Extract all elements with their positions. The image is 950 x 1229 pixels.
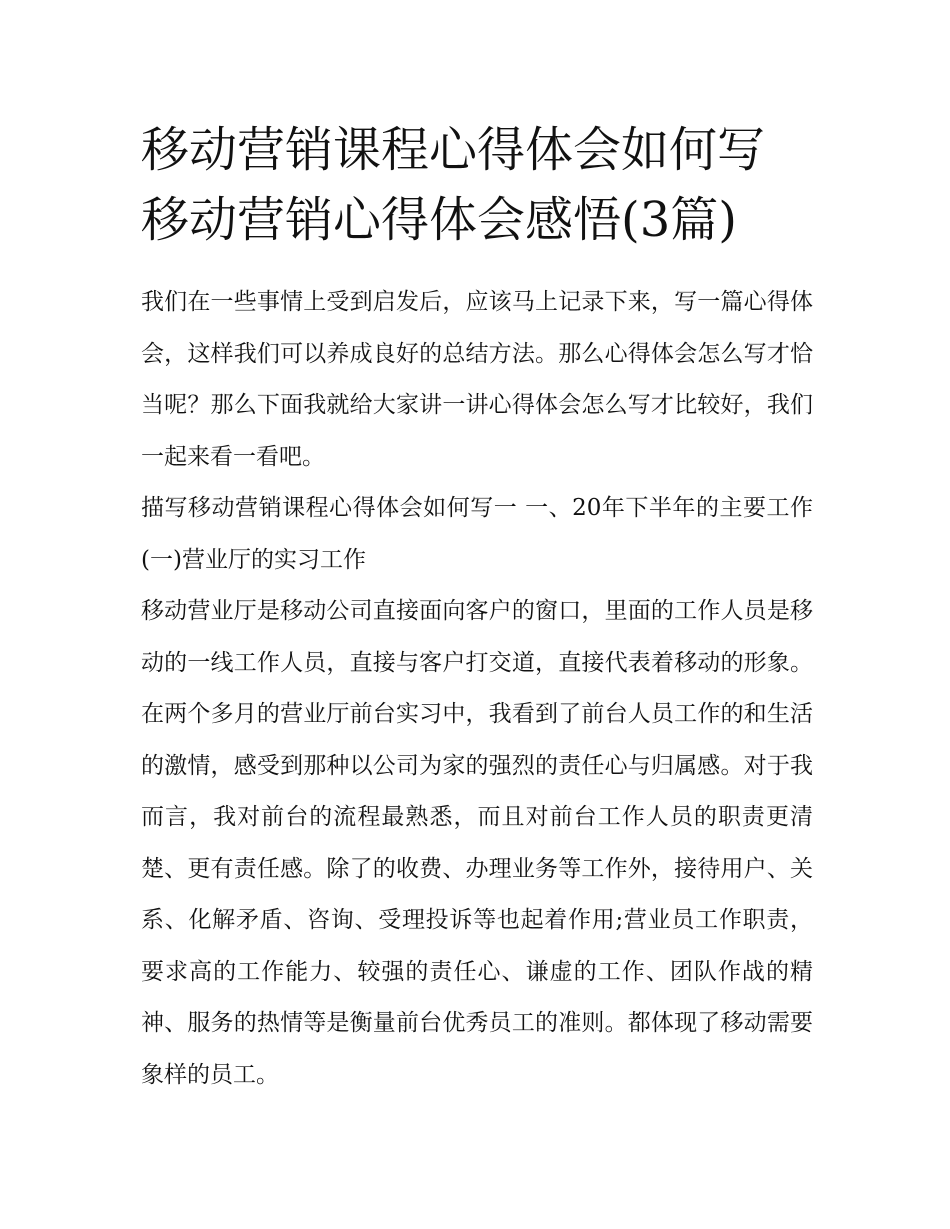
document-title: 移动营销课程心得体会如何写 移动营销心得体会感悟(3篇) xyxy=(141,122,766,248)
document-body xyxy=(141,115,813,1101)
intro-paragraph: 我们在一些事情上受到启发后，应该马上记录下来，写一篇心得体会，这样我们可以养成良好的总结方法。那么心得体会怎么写才恰当呢？那么下面我就给大家讲一讲心得体会怎么写才比较好，我们一起来看一看吧。 xyxy=(141,289,813,470)
body-paragraph: 移动营业厅是移动公司直接面向客户的窗口，里面的工作人员是移动的一线工作人员，直接与客户打交道，直接代表着移动的形象。在两个多月的营业厅前台实习中，我看到了前台人员工作的和生活的激情，感受到那种以公司为家的强烈的责任心与归属感。对于我而言，我对前台的流程最熟悉，而且对前台工作人员的职责更清楚、更有责任感。除了的收费、办理业务等工作外，接待用户、关系、化解矛盾、咨询、受理投诉等也起着作用;营业员工作职责，要求高的工作能力、较强的责任心、谦虚的工作、团队作战的精神、服务的热情等是衡量前台优秀员工的准则。都体现了移动需要象样的员工。 xyxy=(141,598,813,1088)
section-heading-paragraph: 描写移动营销课程心得体会如何写一 一、20年下半年的主要工作 (一)营业厅的实习工作 xyxy=(141,495,813,573)
